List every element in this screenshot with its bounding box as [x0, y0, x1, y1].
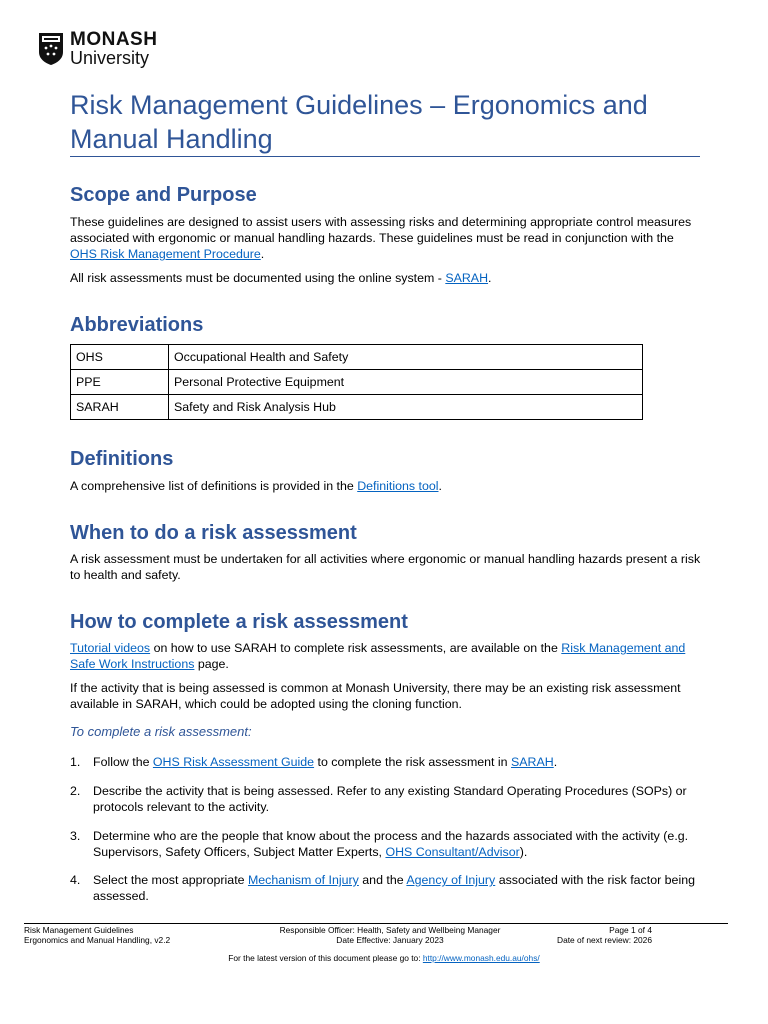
logo-university-text: University: [70, 48, 150, 68]
list-item: [70, 754, 702, 770]
scope-text-b: .: [260, 247, 265, 261]
title-divider: [70, 156, 700, 157]
table-row: [71, 370, 643, 395]
scope-paragraph-2: [70, 270, 702, 286]
step-number: 2.: [70, 784, 81, 798]
step-text-part: .: [553, 755, 558, 769]
mechanism-of-injury-link[interactable]: Mechanism of Injury: [247, 873, 359, 887]
footer-responsible-officer: Responsible Officer: Health, Safety and Wellbeing Manager: [279, 925, 501, 935]
tutorial-videos-link[interactable]: Tutorial videos: [70, 641, 151, 655]
how-paragraph-1: [70, 640, 702, 672]
monash-logo: [38, 30, 157, 67]
step-number: 1.: [70, 755, 81, 769]
logo-monash-text: MONASH: [70, 29, 158, 50]
ohs-risk-management-procedure-link[interactable]: OHS Risk Management Procedure: [70, 247, 261, 261]
monash-crest-icon: [38, 32, 64, 66]
scope-text-d: .: [488, 271, 492, 285]
footer-date-effective: Date Effective: January 2023: [336, 935, 444, 945]
meaning-cell: Personal Protective Equipment: [169, 370, 643, 395]
footer-doc-title: Risk Management Guidelines: [24, 925, 134, 935]
footer-next-review: Date of next review: 2026: [557, 935, 652, 945]
definitions-tool-link[interactable]: Definitions tool: [357, 479, 439, 493]
table-row: [71, 345, 643, 370]
abbreviations-table: [70, 344, 643, 420]
footer-divider: [24, 923, 728, 924]
step-text-part: Determine who are the people that know about the process and the hazards associated with the activity (e.g. Supervisors, Safety Officers, Subject Matter Experts,: [93, 829, 689, 859]
list-item: [70, 828, 702, 860]
step-text-part: Follow the: [93, 755, 153, 769]
agency-of-injury-link[interactable]: Agency of Injury: [406, 873, 496, 887]
scope-text-c: All risk assessments must be documented using the online system -: [70, 271, 446, 285]
sarah-link[interactable]: SARAH: [445, 271, 489, 285]
how-text-mid: on how to use SARAH to complete risk assessments, are available on the: [150, 641, 562, 655]
step-text-part: associated with the risk factor being assessed.: [93, 873, 695, 903]
abbreviations-heading: Abbreviations: [70, 314, 204, 336]
definitions-heading: Definitions: [70, 448, 174, 470]
list-item: [70, 783, 702, 815]
step-text-part: and the: [358, 873, 407, 887]
step-number: 3.: [70, 829, 81, 843]
meaning-cell: Occupational Health and Safety: [169, 345, 643, 370]
definitions-text-a: A comprehensive list of definitions is provided in the: [70, 479, 358, 493]
abbr-cell: PPE: [71, 370, 169, 395]
step-text-part: ).: [519, 845, 528, 859]
meaning-cell: Safety and Risk Analysis Hub: [169, 395, 643, 420]
step-text: Describe the activity that is being assessed. Refer to any existing Standard Operating Procedures (SOPs) or protocols relevant to the activity.: [93, 784, 687, 814]
step-number: 4.: [70, 873, 81, 887]
step-text: [93, 754, 702, 770]
how-text-end: page.: [194, 657, 229, 671]
ohs-risk-assessment-guide-link[interactable]: OHS Risk Assessment Guide: [152, 755, 315, 769]
scope-paragraph-1: [70, 214, 702, 262]
ohs-consultant-advisor-link[interactable]: OHS Consultant/Advisor: [385, 845, 520, 859]
how-paragraph-2: If the activity that is being assessed is common at Monash University, there may be an existing risk assessment available in SARAH, which could be adopted using the cloning function.: [70, 681, 681, 711]
how-subheading: To complete a risk assessment:: [70, 724, 252, 739]
table-row: [71, 395, 643, 420]
step-text-part: to complete the risk assessment in: [314, 755, 512, 769]
definitions-text-b: .: [438, 479, 442, 493]
footer-center: [240, 925, 540, 945]
sarah-link[interactable]: SARAH: [511, 755, 554, 769]
step-text-part: Select the most appropriate: [93, 873, 248, 887]
document-title: Risk Management Guidelines – Ergonomics and Manual Handling: [70, 90, 648, 154]
when-heading: When to do a risk assessment: [70, 522, 357, 544]
monash-ohs-url-link[interactable]: http://www.monash.edu.au/ohs/: [422, 953, 540, 963]
definitions-paragraph: [70, 478, 702, 494]
step-text: [93, 828, 702, 860]
footer-doc-version: Ergonomics and Manual Handling, v2.2: [24, 935, 171, 945]
footer-latest-text: For the latest version of this document please go to:: [228, 953, 423, 963]
scope-heading: Scope and Purpose: [70, 184, 257, 206]
abbr-cell: SARAH: [71, 395, 169, 420]
abbr-cell: OHS: [71, 345, 169, 370]
when-paragraph: A risk assessment must be undertaken for all activities where ergonomic or manual handling hazards present a risk to health and safety.: [70, 552, 701, 582]
footer-left: [24, 925, 170, 945]
footer-latest-version: [0, 953, 768, 963]
how-heading: How to complete a risk assessment: [70, 611, 408, 633]
footer-right: [520, 925, 652, 945]
list-item: [70, 872, 702, 904]
scope-text-a: These guidelines are designed to assist users with assessing risks and determining appropriate control measures associated with ergonomic or manual handling hazards. These guidelines must be read in conjunction with the: [70, 215, 692, 245]
footer-page-number: Page 1 of 4: [609, 925, 652, 935]
risk-management-safe-work-link[interactable]: Risk Management and Safe Work Instructions: [70, 641, 686, 671]
step-text: [93, 872, 702, 904]
